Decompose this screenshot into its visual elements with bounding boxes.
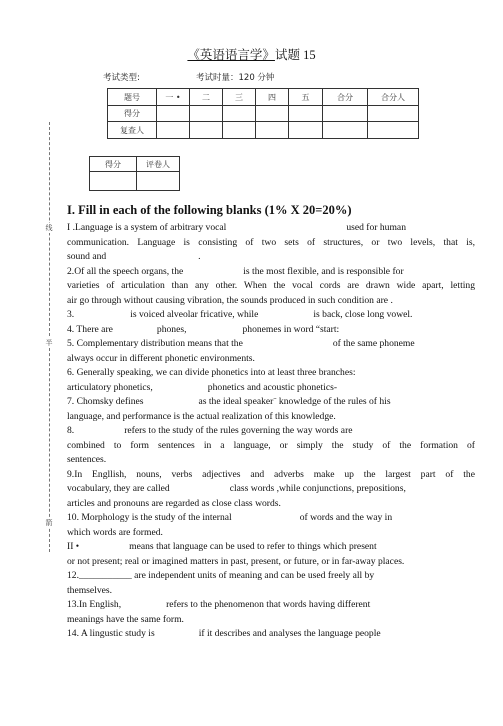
score-table-header: 二 xyxy=(190,89,223,106)
score-table-header: 三 xyxy=(223,89,256,106)
exam-title xyxy=(0,45,503,63)
question-line: or not present; real or imagined matters in past, present, or future, or in far-away places. xyxy=(67,555,405,567)
question-line: 8. refers to the study of the rules governing the way words are xyxy=(67,425,353,436)
score-cell[interactable] xyxy=(289,106,323,122)
grader-cell[interactable] xyxy=(137,172,180,191)
exam-type-label: 考试类型: xyxy=(103,73,140,83)
question-line: language, and performance is the actual realization of this knowledge. xyxy=(67,410,336,422)
question-line: 2.Of all the speech organs, the is the most flexible, and is responsible for xyxy=(67,265,404,277)
score-table-header: 合分 xyxy=(323,89,368,106)
grader-label: 得分 xyxy=(90,157,137,172)
question-line: 7. Chomsky defines as the ideal speaker¨ knowledge of the rules of his xyxy=(67,396,391,407)
score-table-header: 四 xyxy=(256,89,289,106)
score-cell[interactable] xyxy=(157,122,190,139)
question-line: 14. A lingustic study is if it describes and analyses the language people xyxy=(67,628,381,639)
binding-mark: 箭 xyxy=(45,519,53,527)
question-line: II • means that language can be used to refer to things which present xyxy=(67,541,377,552)
question-line: which words are formed. xyxy=(67,526,163,538)
score-cell[interactable] xyxy=(256,122,289,139)
score-table xyxy=(107,88,419,139)
exam-title-suffix: 试题 15 xyxy=(274,48,316,62)
binding-line xyxy=(49,122,50,552)
question-line: I .Language is a system of arbitrary vocal used for human xyxy=(67,222,406,233)
score-row-label: 得分 xyxy=(108,106,157,122)
grader-cell[interactable] xyxy=(90,172,137,191)
binding-mark: 线 xyxy=(45,224,53,232)
question-line: 6. Generally speaking, we can divide phonetics into at least three branches: xyxy=(67,367,356,378)
section-heading: I. Fill in each of the following blanks (1% X 20=20%) xyxy=(67,203,352,217)
question-line: vocabulary, they are called class words ,while conjunctions, prepositions, xyxy=(67,483,406,494)
question-line: varieties of articulation than any other. When the vocal cords are drawn wide apart, letting xyxy=(67,280,475,291)
question-line: articles and pronouns are regarded as close class words. xyxy=(67,497,281,509)
question-line: 4. There are phones, phonemes in word “start: xyxy=(67,323,340,335)
question-line: 13.In English, refers to the phenomenon that words having different xyxy=(67,599,371,610)
score-cell[interactable] xyxy=(157,106,190,122)
score-cell[interactable] xyxy=(289,122,323,139)
question-line: sentences. xyxy=(67,454,107,465)
score-cell[interactable] xyxy=(190,106,223,122)
score-cell[interactable] xyxy=(256,106,289,122)
score-cell[interactable] xyxy=(223,106,256,122)
grader-label: 评卷人 xyxy=(137,157,180,172)
score-table-header: 一 • xyxy=(157,89,190,106)
question-line: sound and . xyxy=(67,251,201,262)
question-line: combined to form sentences in a language, or simply the study of the formation of xyxy=(67,439,475,451)
question-line: 5. Complementary distribution means that the of the same phoneme xyxy=(67,338,415,349)
question-line: air go through without causing vibration, the sounds produced in such condition are . xyxy=(67,294,393,306)
question-line: themselves. xyxy=(67,584,113,596)
score-cell[interactable] xyxy=(368,106,419,122)
question-line: always occur in different phonetic environments. xyxy=(67,352,255,364)
question-line: articulatory phonetics, phonetics and acoustic phonetics- xyxy=(67,381,338,393)
score-cell[interactable] xyxy=(323,106,368,122)
question-line: 3. is voiced alveolar fricative, while is back, close long vowel. xyxy=(67,309,413,320)
question-line: communication. Language is consisting of two sets of structures, or two levels, that is, xyxy=(67,236,475,248)
question-line: 12.___________ are independent units of meaning and can be used freely all by xyxy=(67,570,375,581)
score-cell[interactable] xyxy=(223,122,256,139)
exam-time-label: 考试时量：120 分钟 xyxy=(196,73,275,83)
score-cell[interactable] xyxy=(368,122,419,139)
question-line: meanings have the same form. xyxy=(67,613,184,625)
exam-title-course: 《英语语言学》 xyxy=(187,48,275,62)
question-line: 9.In Engllish, nouns, verbs adjectives and adverbs make up the largest part of the xyxy=(67,468,475,480)
score-table-header: 题号 xyxy=(108,89,157,106)
question-line: 10. Morphology is the study of the internal of words and the way in xyxy=(67,512,393,523)
score-cell[interactable] xyxy=(323,122,368,139)
score-table-header: 五 xyxy=(289,89,323,106)
grader-table xyxy=(89,156,180,191)
question-body xyxy=(67,221,475,701)
score-cell[interactable] xyxy=(190,122,223,139)
binding-mark: 半 xyxy=(45,339,53,347)
score-table-header: 合分人 xyxy=(368,89,419,106)
score-row-label: 复查人 xyxy=(108,122,157,139)
